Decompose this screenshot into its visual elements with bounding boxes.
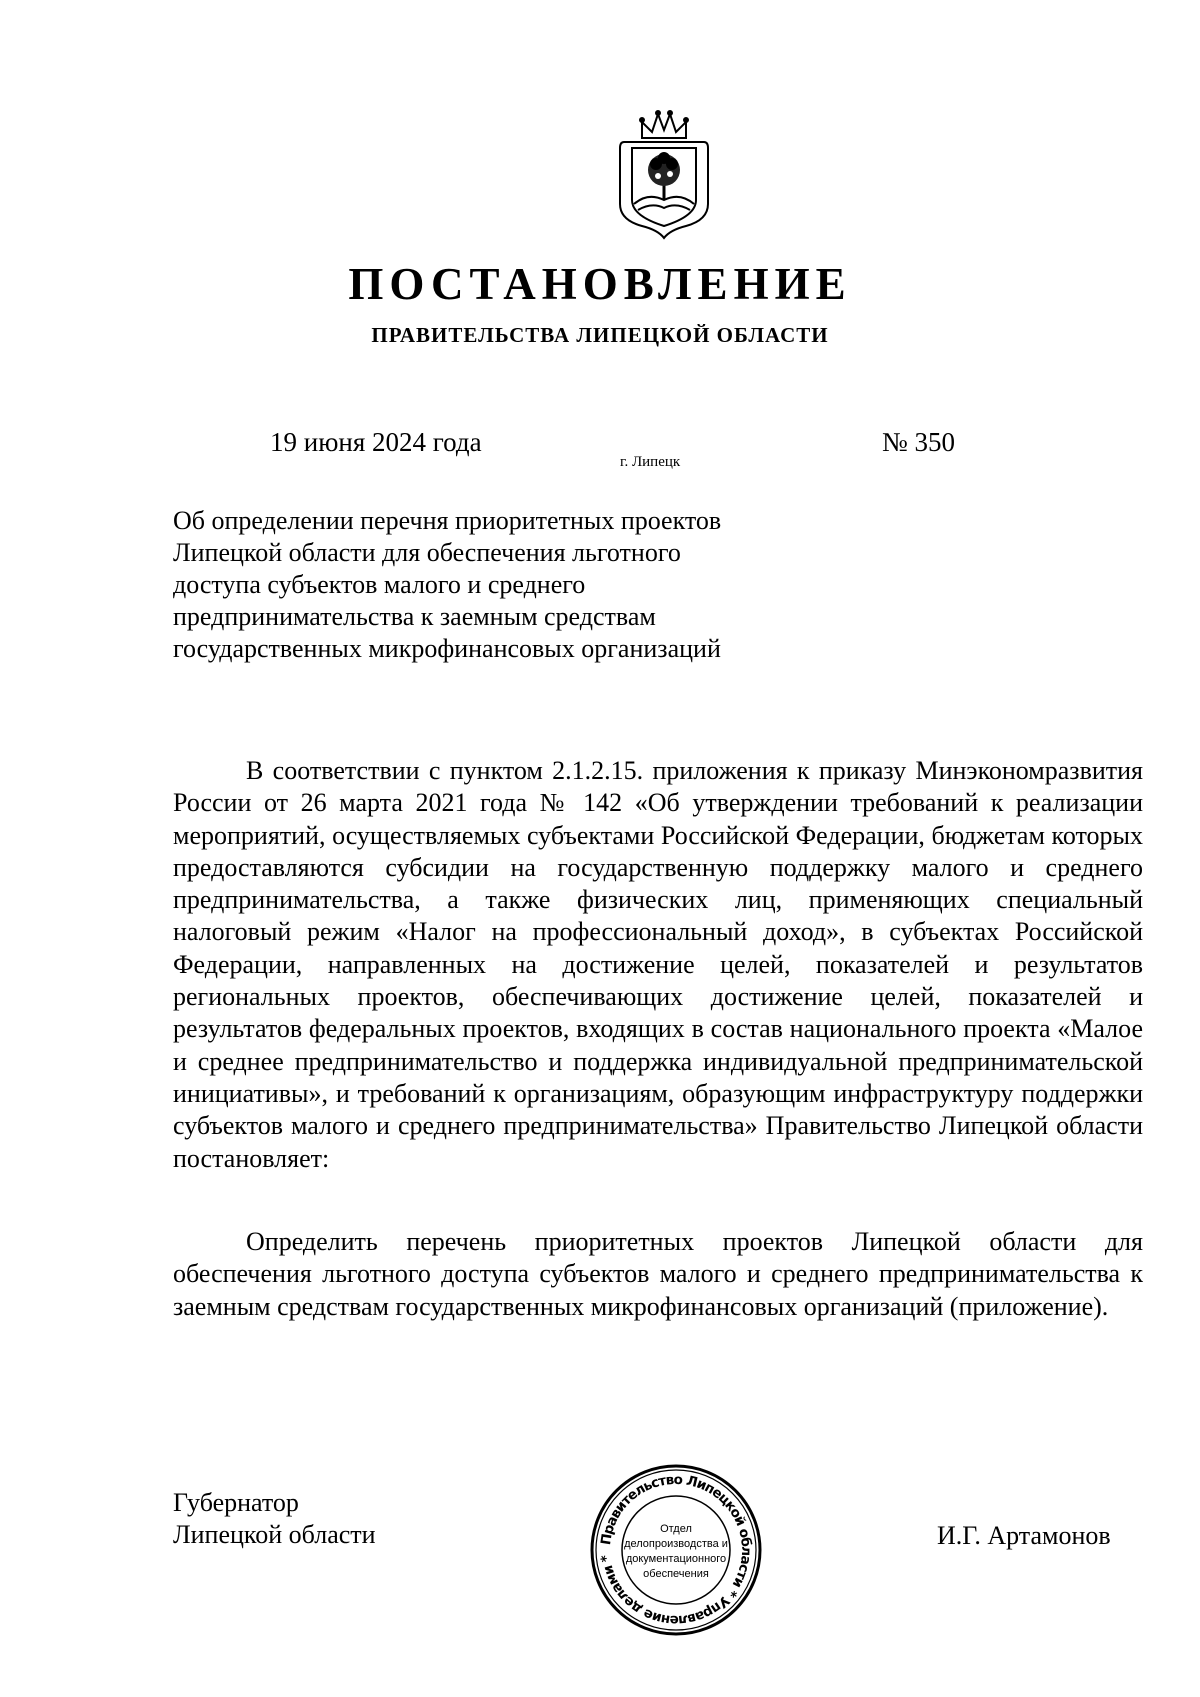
official-stamp <box>588 1462 764 1638</box>
document-type-heading: ПОСТАНОВЛЕНИЕ <box>348 259 852 309</box>
stamp-center-line-2: делопроизводства и <box>624 1538 728 1550</box>
issuer-heading: ПРАВИТЕЛЬСТВА ЛИПЕЦКОЙ ОБЛАСТИ <box>371 323 829 347</box>
body-paragraph-2: Определить перечень приоритетных проектов Липецкой области для обеспечения льготного доступа субъектов малого и среднего предпринимательства к заемным средствам государственных микрофинансовых организаций (приложение). <box>173 1227 1143 1321</box>
stamp-center-line-4: обеспечения <box>643 1568 709 1580</box>
stamp-center-line-1: Отдел <box>660 1523 692 1535</box>
signatory-name: И.Г. Артамонов <box>937 1521 1111 1550</box>
signatory-position: Губернатор Липецкой области <box>173 1488 376 1549</box>
document-title: Об определении перечня приоритетных проектов Липецкой области для обеспечения льготного доступа субъектов малого и среднего предпринимательства к заемным средствам государственных микрофинансовых организаций <box>173 506 722 663</box>
document-city: г. Липецк <box>620 454 681 470</box>
stamp-ring-text: Правительство Липецкой области * Управление делами * <box>598 1471 755 1629</box>
document-date: 19 июня 2024 года <box>270 427 482 457</box>
document-number: № 350 <box>882 427 956 457</box>
lipetsk-coat-of-arms-icon <box>612 108 716 240</box>
stamp-center-line-3: документационного <box>625 1553 727 1565</box>
body-paragraph-1: В соответствии с пунктом 2.1.2.15. приложения к приказу Минэкономразвития России от 26 марта 2021 года № 142 «Об утверждении требований к реализации мероприятий, осуществляемых субъектами Российской Федерации, бюджетам которых предоставляются субсидии на государственную поддержку малого и среднего предпринимательства, а также физических лиц, применяющих специальный налоговый режим «Налог на профессиональный доход», в субъектах Российской Федерации, направленных на достижение целей, показателей и результатов региональных проектов, обеспечивающих достижение целей, показателей и результатов федеральных проектов, входящих в состав национального проекта «Малое и среднее предпринимательство и поддержка индивидуальной предпринимательской инициативы», и требований к организациям, образующим инфраструктуру поддержки субъектов малого и среднего предпринимательства» Правительство Липецкой области постановляет: <box>173 756 1143 1173</box>
